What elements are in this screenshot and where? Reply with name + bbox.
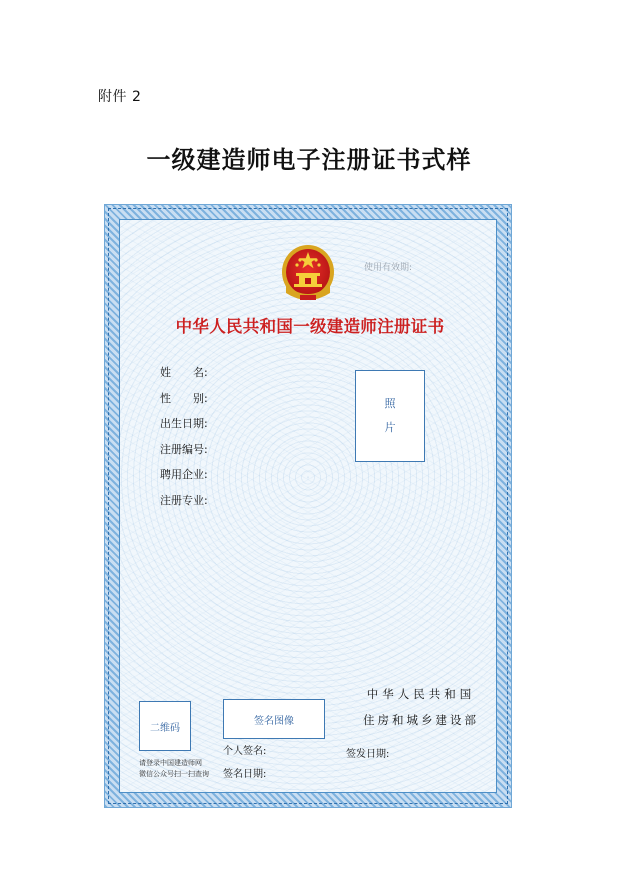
field-birth-date-label: 出生日期:	[160, 417, 208, 430]
qr-code-placeholder	[139, 701, 191, 751]
signature-date-label: 签名日期:	[223, 769, 267, 780]
photo-label-line1: 照	[384, 397, 396, 410]
attachment-label: 附件 2	[98, 89, 142, 105]
signature-image-label: 签名图像	[254, 715, 294, 727]
qr-code-note	[139, 758, 209, 780]
national-emblem-icon	[280, 243, 336, 305]
signature-image-placeholder	[223, 699, 325, 739]
issue-date-label: 签发日期:	[346, 749, 390, 760]
field-employer-label: 聘用企业:	[160, 468, 208, 481]
issuing-authority	[346, 686, 496, 728]
field-gender-label: 性 别:	[160, 391, 208, 405]
issuer-line1: 中华人民共和国	[366, 687, 476, 701]
qr-note-line1: 请登录中国建造师网	[139, 759, 202, 767]
personal-signature-label: 个人签名:	[223, 746, 267, 757]
photo-label-line2: 片	[384, 421, 396, 434]
certificate-title: 中华人民共和国一级建造师注册证书	[175, 317, 445, 336]
field-registered-specialty-label: 注册专业:	[160, 493, 208, 507]
holder-info-fields	[160, 365, 208, 518]
qr-code-label: 二维码	[150, 722, 180, 734]
certificate	[104, 204, 512, 808]
validity-period-label: 使用有效期:	[364, 263, 413, 273]
qr-note-line2: 微信公众号扫一扫查询	[139, 770, 209, 778]
photo-placeholder	[355, 370, 425, 462]
field-name-label: 姓 名:	[160, 366, 208, 379]
issuer-line2: 住房和城乡建设部	[363, 713, 479, 727]
certificate-inner-panel	[119, 219, 497, 793]
document-title: 一级建造师电子注册证书式样	[146, 145, 472, 174]
field-registration-number-label: 注册编号:	[160, 442, 208, 456]
